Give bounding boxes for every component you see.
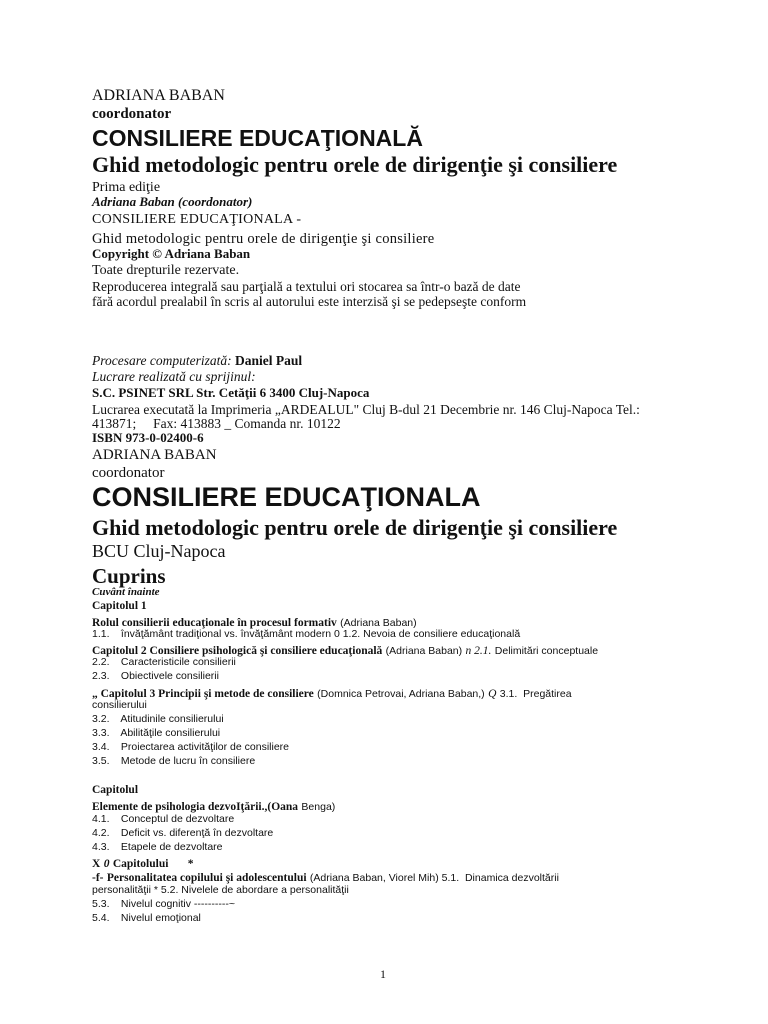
section-number: 5.4. xyxy=(92,912,110,924)
chapter1-authors: (Adriana Baban) xyxy=(340,617,417,629)
section-item xyxy=(92,670,219,682)
chapter5-title-line xyxy=(92,869,559,885)
section-item xyxy=(92,827,273,839)
chapter5-label-suffix: * xyxy=(187,858,194,870)
section-item xyxy=(92,713,224,725)
chapter5-prefix: -f- xyxy=(92,872,104,884)
header-role: coordonator xyxy=(92,106,172,122)
chapter2-first-section: Delimitări conceptuale xyxy=(494,645,599,657)
section-text: Nivelul emoţional xyxy=(120,912,201,924)
section-text: Conceptul de dezvoltare xyxy=(120,813,235,825)
isbn-line: ISBN 973-0-02400-6 xyxy=(92,430,204,445)
section-number: 4.2. xyxy=(92,827,110,839)
copyright-line: Copyright © Adriana Baban xyxy=(92,246,251,261)
chapter5-authors: (Adriana Baban, Viorel Mih) 5.1. Dinamica dezvoltării xyxy=(309,872,559,884)
processing-label: Procesare computerizată: xyxy=(92,353,232,368)
chapter4-title: Elemente de psihologia dezvoIţării.,(Oana xyxy=(92,801,299,813)
author-credit: Adriana Baban (coordonator) xyxy=(92,194,253,209)
processing-line xyxy=(92,353,302,369)
header-title: CONSILIERE EDUCAŢIONALĂ xyxy=(92,125,423,151)
title-page-subtitle: Ghid metodologic pentru orele de dirigenţie şi consiliere xyxy=(92,515,618,540)
section-item xyxy=(92,741,289,753)
chapter5-label: Capitolului xyxy=(112,858,169,870)
section-text: Metode de lucru în consiliere xyxy=(120,755,256,767)
printing-line-1: Lucrarea executată la Imprimeria „ARDEALUL" Cluj B-dul 21 Decembrie nr. 146 Cluj-Napoca Tel.: xyxy=(92,402,640,417)
page-number: 1 xyxy=(380,967,386,981)
support-label: Lucrare realizată cu sprijinul: xyxy=(92,369,256,384)
section-number: 5.3. xyxy=(92,898,110,910)
chapter4-title-line xyxy=(92,798,335,814)
sponsor-line: S.C. PSINET SRL Str. Cetăţii 6 3400 Cluj-Napoca xyxy=(92,385,370,400)
section-number: 2.3. xyxy=(92,670,110,682)
section-text: Caracteristicile consilierii xyxy=(120,656,236,668)
processing-name: Daniel Paul xyxy=(234,353,303,368)
section-number: 4.1. xyxy=(92,813,110,825)
header-subtitle: Ghid metodologic pentru orele de dirigenţie şi consiliere xyxy=(92,152,618,177)
section-text: Atitudinile consilierului xyxy=(120,713,224,725)
section-number: 3.2. xyxy=(92,713,110,725)
section-number: 3.4. xyxy=(92,741,110,753)
section-item xyxy=(92,656,236,668)
chapter3-marker: Q xyxy=(488,688,497,700)
section-number: 3.5. xyxy=(92,755,110,767)
imprint-subtitle: Ghid metodologic pentru orele de dirigenţie şi consiliere xyxy=(92,231,435,247)
section-text: învăţământ tradiţional vs. învăţământ modern 0 1.2. Nevoia de consiliere educaţională xyxy=(120,628,521,640)
section-number: 2.2. xyxy=(92,656,110,668)
section-item xyxy=(92,628,520,640)
section-text: Deficit vs. diferenţă în dezvoltare xyxy=(120,827,274,839)
notice-line-1: Reproducerea integrală sau parţială a textului ori stocarea sa într-o bază de date xyxy=(92,279,521,294)
section-text: Abilităţile consilierului xyxy=(120,727,221,739)
title-page-title: CONSILIERE EDUCAŢIONALA xyxy=(92,482,481,512)
section-item xyxy=(92,813,234,825)
chapter3-title-line xyxy=(92,685,572,701)
section-item xyxy=(92,912,201,924)
section-text: Nivelul cognitiv ----------~ xyxy=(120,898,235,910)
library-line: BCU Cluj-Napoca xyxy=(92,541,226,561)
header-author: ADRIANA BABAN xyxy=(92,87,225,104)
section-text: Proiectarea activităţilor de consiliere xyxy=(120,741,289,753)
section-item xyxy=(92,755,255,767)
chapter5-label-marker: 0 xyxy=(103,858,110,870)
section-number: 3.3. xyxy=(92,727,110,739)
section-item xyxy=(92,727,220,739)
section-text: Etapele de dezvoltare xyxy=(120,841,223,853)
rights-line: Toate drepturile rezervate. xyxy=(92,263,240,278)
chapter4-label: Capitolul xyxy=(92,784,139,796)
notice-line-2: fără acordul prealabil în scris al autorului este interzisă şi se pedepseşte conform xyxy=(92,294,527,309)
imprint-title: CONSILIERE EDUCAŢIONALA - xyxy=(92,212,302,227)
chapter2-marker: n 2.1. xyxy=(465,645,492,657)
section-item xyxy=(92,841,223,853)
title-page-author: ADRIANA BABAN xyxy=(92,447,217,463)
foreword-entry: Cuvânt înainte xyxy=(92,586,160,598)
chapter1-label: Capitolul 1 xyxy=(92,600,147,612)
chapter3-title: „ Capitolul 3 Principii şi metode de consiliere xyxy=(92,688,314,700)
chapter1-title: Rolul consilierii educaţionale în procesul formativ xyxy=(92,617,337,629)
chapter2-authors: (Adriana Baban) xyxy=(385,645,463,657)
section-number: 1.1. xyxy=(92,628,110,640)
section-text: Obiectivele consilierii xyxy=(120,670,219,682)
section-number: 4.3. xyxy=(92,841,110,853)
printing-contact: 413871; Fax: 413883 _ Comanda nr. 10122 xyxy=(92,416,341,431)
chapter4-authors: Benga) xyxy=(301,801,336,813)
chapter5-continuation: personalităţii * 5.2. Nivelele de abordare a personalităţii xyxy=(92,884,349,896)
chapter2-title: Capitolul 2 Consiliere psihologică şi consiliere educaţională xyxy=(92,645,383,657)
section-item xyxy=(92,898,235,910)
title-page-role: coordonator xyxy=(92,465,165,481)
chapter3-first-section-cont: consilierului xyxy=(92,699,147,711)
edition-text: Prima ediţie xyxy=(92,180,161,195)
chapter5-title: Personalitatea copilului şi adolescentului xyxy=(106,872,307,884)
chapter5-label-prefix: X xyxy=(92,858,101,870)
contents-heading: Cuprins xyxy=(92,564,166,588)
chapter3-authors: (Domnica Petrovai, Adriana Baban,) xyxy=(317,688,485,700)
chapter3-first-section: 3.1. Pregătirea xyxy=(499,688,572,700)
